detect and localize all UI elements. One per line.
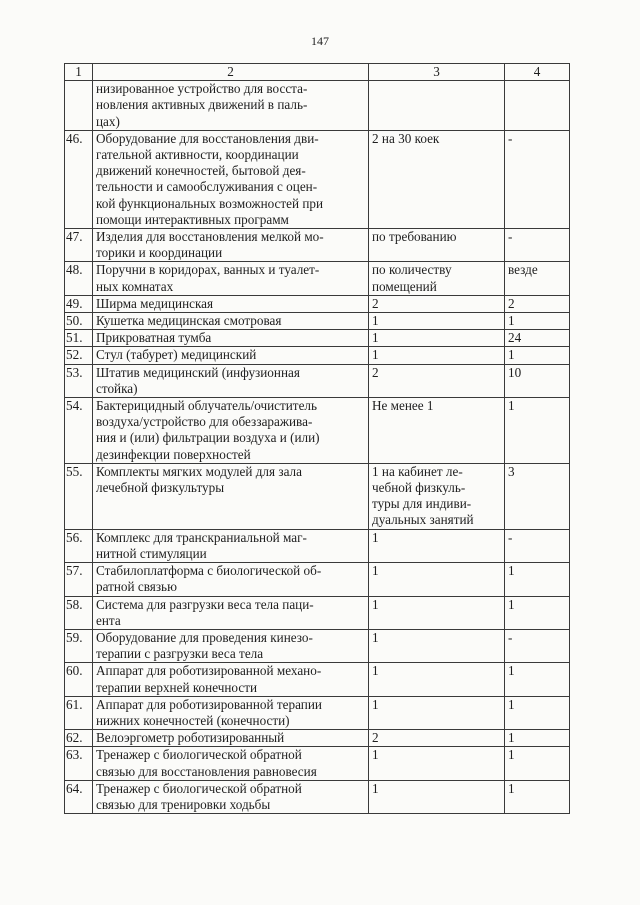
item-name-line: ния и (или) фильтрации воздуха и (или) [96,430,320,446]
item-quantity-line: чебной физкуль- [372,480,466,496]
item-name [93,347,369,364]
item-column-4: 1 [505,398,570,464]
item-name [93,730,369,747]
equipment-table [64,63,570,814]
item-name-line: кой функциональных возможностей при [96,195,324,211]
item-quantity [369,398,505,464]
item-name [93,330,369,347]
row-number: 58. [65,596,93,629]
item-column-4 [505,81,570,131]
item-name [93,663,369,696]
item-column-4: 10 [505,364,570,397]
item-quantity [369,330,505,347]
row-number: 47. [65,229,93,262]
row-number: 64. [65,780,93,813]
item-quantity-line: 1 [372,663,379,679]
item-name [93,747,369,780]
row-number: 59. [65,629,93,662]
item-quantity [369,747,505,780]
item-column-4: - [505,229,570,262]
item-quantity-line: 2 [372,730,379,746]
item-name-line: связью для восстановления равновесия [96,763,317,779]
item-name-line: Штатив медицинский (инфузионная [96,364,300,380]
item-name-line: Стул (табурет) медицинский [96,347,257,363]
item-quantity-line: 1 [372,747,379,763]
item-quantity [369,629,505,662]
row-number [65,81,93,131]
column-header-3: 3 [369,64,505,81]
item-name-line: гательной активности, координации [96,147,299,163]
item-column-4: 1 [505,563,570,596]
item-column-4: 1 [505,730,570,747]
item-name [93,563,369,596]
item-quantity-line: 1 [372,596,379,612]
item-name-line: Бактерицидный облучатель/очиститель [96,398,318,414]
item-quantity-line: 1 на кабинет ле- [372,463,463,479]
item-column-4: - [505,529,570,562]
item-name [93,130,369,228]
table-row [65,130,570,228]
item-name-line: помощи интерактивных программ [96,211,289,227]
item-column-4: - [505,629,570,662]
item-quantity-line: 1 [372,780,379,796]
column-header-2: 2 [93,64,369,81]
item-column-4: 1 [505,780,570,813]
item-name-line: воздуха/устройство для обеззаражива- [96,414,313,430]
table-row [65,747,570,780]
item-quantity [369,696,505,729]
item-name-line: дезинфекции поверхностей [96,446,251,462]
item-quantity [369,663,505,696]
item-name-line: низированное устройство для восста- [96,81,308,97]
item-quantity-line: Не менее 1 [372,398,434,414]
table-row [65,463,570,529]
item-quantity-line: дуальных занятий [372,512,474,528]
item-name-line: Оборудование для восстановления дви- [96,130,319,146]
item-quantity [369,347,505,364]
table-row [65,330,570,347]
item-quantity [369,529,505,562]
column-header-1: 1 [65,64,93,81]
item-name-line: ратной связью [96,579,177,595]
item-column-4: 3 [505,463,570,529]
table-row [65,262,570,295]
item-name-line: Комплекс для транскраниальной маг- [96,529,307,545]
item-name-line: Велоэргометр роботизированный [96,730,285,746]
item-name [93,398,369,464]
item-name-line: Прикроватная тумба [96,330,212,346]
item-quantity [369,780,505,813]
item-quantity [369,463,505,529]
item-quantity-line: по требованию [372,229,457,245]
table-row [65,313,570,330]
item-name-line: нижних конечностей (конечности) [96,712,290,728]
item-column-4: 1 [505,313,570,330]
item-quantity [369,130,505,228]
item-quantity-line: 2 [372,364,379,380]
item-name [93,629,369,662]
item-name-line: новления активных движений в паль- [96,97,308,113]
row-number: 53. [65,364,93,397]
row-number: 46. [65,130,93,228]
item-quantity-line: туры для индиви- [372,496,472,512]
item-quantity [369,364,505,397]
item-quantity-line: 1 [372,696,379,712]
item-column-4: 1 [505,663,570,696]
item-name-line: Аппарат для роботизированной терапии [96,696,322,712]
row-number: 52. [65,347,93,364]
item-name [93,295,369,312]
item-name-line: Поручни в коридорах, ванных и туалет- [96,262,320,278]
item-quantity [369,81,505,131]
item-quantity [369,262,505,295]
item-quantity-line: 1 [372,330,379,346]
item-column-4: 1 [505,347,570,364]
item-quantity-line: по количеству [372,262,452,278]
item-name-line: Комплекты мягких модулей для зала [96,463,302,479]
item-quantity-line: 1 [372,313,379,329]
item-name-line: нитной стимуляции [96,545,207,561]
table-header-row [65,64,570,81]
item-name-line: лечебной физкультуры [96,480,225,496]
item-name-line: ента [96,612,121,628]
item-name [93,780,369,813]
table-row [65,81,570,131]
page-number: 147 [311,34,329,48]
table-row [65,780,570,813]
item-column-4: 1 [505,747,570,780]
item-quantity [369,229,505,262]
row-number: 49. [65,295,93,312]
item-name-line: Стабилоплатформа с биологической об- [96,563,322,579]
item-name-line: связью для тренировки ходьбы [96,796,271,812]
item-column-4: 1 [505,596,570,629]
item-name-line: Изделия для восстановления мелкой мо- [96,229,324,245]
item-quantity-line: 1 [372,629,379,645]
row-number: 50. [65,313,93,330]
item-quantity-line: 1 [372,529,379,545]
item-quantity [369,295,505,312]
row-number: 60. [65,663,93,696]
item-name-line: Ширма медицинская [96,295,214,311]
item-quantity [369,596,505,629]
item-name [93,262,369,295]
row-number: 48. [65,262,93,295]
item-name-line: Аппарат для роботизированной механо- [96,663,322,679]
item-quantity-line: 1 [372,563,379,579]
item-column-4: везде [505,262,570,295]
item-quantity-line: 1 [372,347,379,363]
item-quantity [369,313,505,330]
item-column-4: 24 [505,330,570,347]
item-name [93,364,369,397]
item-quantity [369,563,505,596]
item-name-line: движений конечностей, бытовой дея- [96,163,306,179]
item-name-line: тельности и самообслуживания с оцен- [96,179,318,195]
item-name [93,696,369,729]
item-name [93,463,369,529]
row-number: 62. [65,730,93,747]
item-name-line: Оборудование для проведения кинезо- [96,629,313,645]
row-number: 56. [65,529,93,562]
table-row [65,730,570,747]
item-column-4: 2 [505,295,570,312]
item-name-line: Тренажер с биологической обратной [96,780,302,796]
row-number: 54. [65,398,93,464]
item-name [93,229,369,262]
table-row [65,529,570,562]
item-name-line: Кушетка медицинская смотровая [96,313,282,329]
table-row [65,398,570,464]
item-name-line: торики и координации [96,245,223,261]
row-number: 61. [65,696,93,729]
item-name [93,313,369,330]
table-row [65,663,570,696]
item-name [93,81,369,131]
item-quantity [369,730,505,747]
table-row [65,295,570,312]
item-name-line: Тренажер с биологической обратной [96,747,302,763]
item-name-line: ных комнатах [96,278,174,294]
item-column-4: - [505,130,570,228]
column-header-4: 4 [505,64,570,81]
table-row [65,596,570,629]
item-name [93,596,369,629]
item-name-line: терапии верхней конечности [96,679,258,695]
row-number: 57. [65,563,93,596]
item-name-line: цах) [96,113,120,129]
item-name-line: стойка) [96,380,138,396]
table-row [65,563,570,596]
table-row [65,364,570,397]
row-number: 55. [65,463,93,529]
table-row [65,347,570,364]
item-name-line: терапии с разгрузки веса тела [96,646,264,662]
item-name [93,529,369,562]
row-number: 51. [65,330,93,347]
item-quantity-line: 2 на 30 коек [372,130,440,146]
item-name-line: Система для разгрузки веса тела паци- [96,596,314,612]
item-quantity-line: помещений [372,278,437,294]
row-number: 63. [65,747,93,780]
table-row [65,696,570,729]
table-row [65,629,570,662]
table-row [65,229,570,262]
item-column-4: 1 [505,696,570,729]
item-quantity-line: 2 [372,295,379,311]
